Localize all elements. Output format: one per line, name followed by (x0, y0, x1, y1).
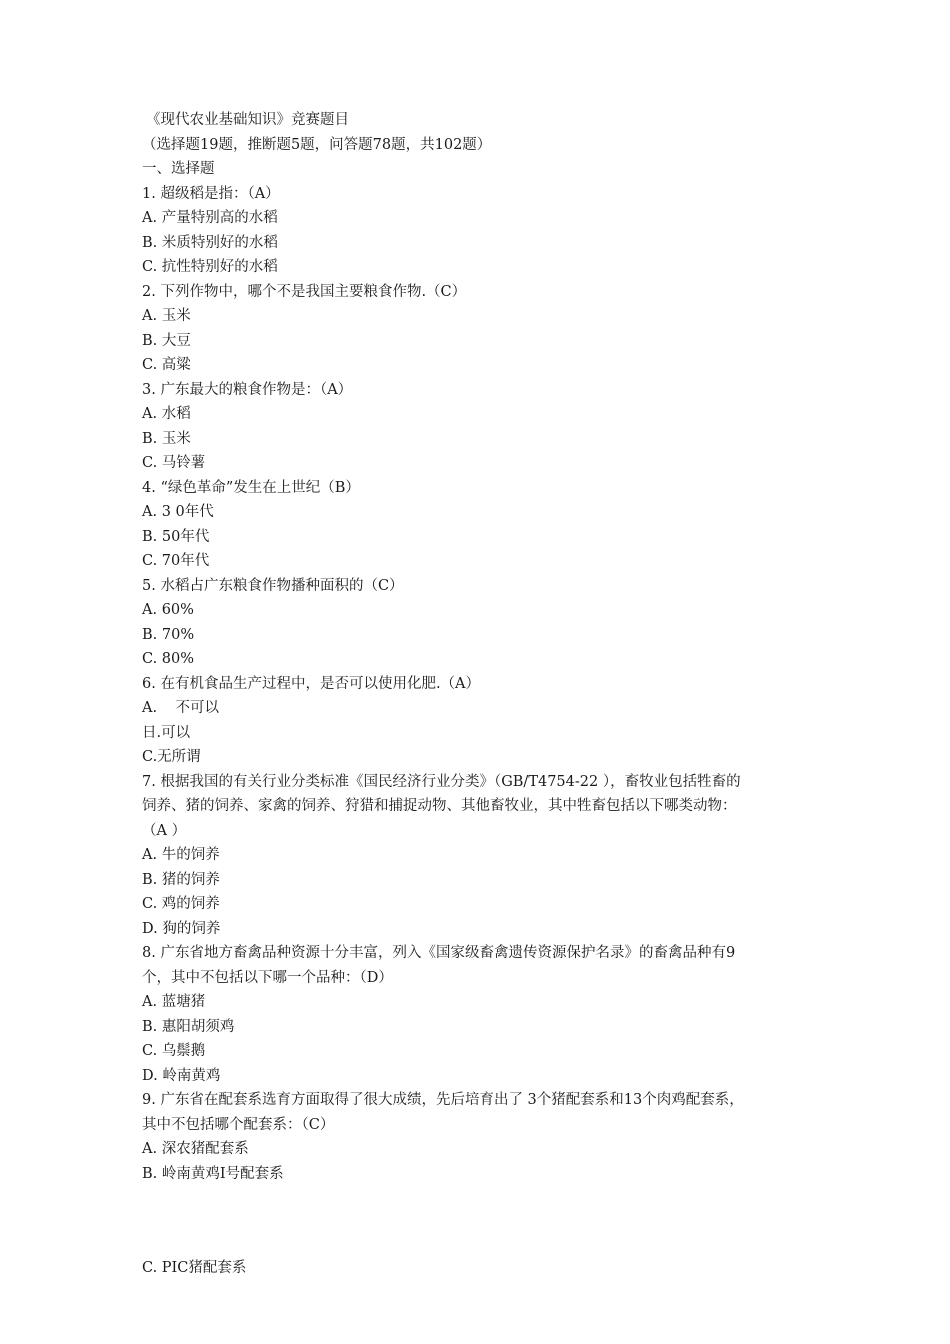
section-heading: 一、选择题 (142, 161, 215, 177)
question-1: 1. 超级稻是指：（A） (142, 185, 280, 202)
document-tail (142, 1256, 812, 1281)
option-line: D. 狗的饲养 (142, 920, 221, 937)
option-line: C. PIC猪配套系 (142, 1260, 247, 1276)
option-line: C. 鸡的饲养 (142, 896, 220, 912)
option-line: A. 玉米 (142, 308, 191, 324)
question-5: 5. 水稻占广东粮食作物播种面积的（C） (142, 577, 404, 594)
question-4: 4. “绿色革命”发生在上世纪（B） (142, 479, 360, 496)
option-line: C. 80% (142, 651, 195, 667)
option-line: B. 惠阳胡须鸡 (142, 1018, 235, 1035)
question-9: 9. 广东省在配套系选育方面取得了很大成绩，先后培育出了 3个猪配套系和13个肉鸡配套系， (142, 1092, 744, 1108)
option-line: B. 50年代 (142, 528, 210, 545)
option-line: A. 深农猪配套系 (142, 1141, 249, 1157)
option-line: A. 水稻 (142, 406, 191, 422)
question-7: 7. 根据我国的有关行业分类标准《国民经济行业分类》（GB/T4754-22 ），畜牧业包括牲畜的 (142, 773, 741, 790)
option-line: C. 马铃薯 (142, 455, 206, 471)
question-6: 6. 在有机食品生产过程中，是否可以使用化肥.（A） (142, 675, 481, 692)
option-line: 日.可以 (142, 724, 191, 741)
option-line: A. 3 0年代 (142, 504, 214, 520)
option-line: C. 高粱 (142, 357, 191, 373)
option-line: B. 大豆 (142, 332, 191, 349)
question-8-continued: 个，其中不包括以下哪一个品种：（D） (142, 969, 393, 986)
document-subtitle: （选择题19题，推断题5题，问答题78题，共102题） (142, 136, 492, 153)
option-line: B. 岭南黄鸡Ⅰ号配套系 (142, 1165, 284, 1182)
question-9-continued: 其中不包括哪个配套系：（C） (142, 1116, 335, 1133)
question-8: 8. 广东省地方畜禽品种资源十分丰富，列入《国家级畜禽遗传资源保护名录》的畜禽品种有9 (142, 945, 736, 961)
question-7-continued: 饲养、猪的饲养、家禽的饲养、狩猎和捕捉动物、其他畜牧业，其中牲畜包括以下哪类动物： (142, 798, 737, 814)
option-line: A. 60% (142, 602, 194, 618)
question-2: 2. 下列作物中，哪个不是我国主要粮食作物.（C） (142, 283, 467, 300)
option-line: C. 70年代 (142, 553, 210, 569)
option-line: C.无所谓 (142, 749, 201, 765)
option-line: B. 米质特别好的水稻 (142, 234, 278, 251)
option-line: B. 玉米 (142, 430, 191, 447)
question-7-answer: （A ） (142, 822, 187, 839)
option-line: B. 70% (142, 626, 195, 643)
option-line: C. 乌鬃鹅 (142, 1043, 206, 1059)
document-body (142, 108, 812, 1186)
option-line: A. 牛的饲养 (142, 847, 220, 863)
option-line: B. 猪的饲养 (142, 871, 220, 888)
option-line: A. 不可以 (142, 700, 220, 716)
document-title: 《现代农业基础知识》竞赛题目 (146, 112, 349, 128)
option-line: C. 抗性特别好的水稻 (142, 259, 278, 275)
option-line: A. 蓝塘猪 (142, 994, 206, 1010)
question-3: 3. 广东最大的粮食作物是：（A） (142, 381, 353, 398)
option-line: D. 岭南黄鸡 (142, 1067, 221, 1084)
option-line: A. 产量特别高的水稻 (142, 210, 278, 226)
